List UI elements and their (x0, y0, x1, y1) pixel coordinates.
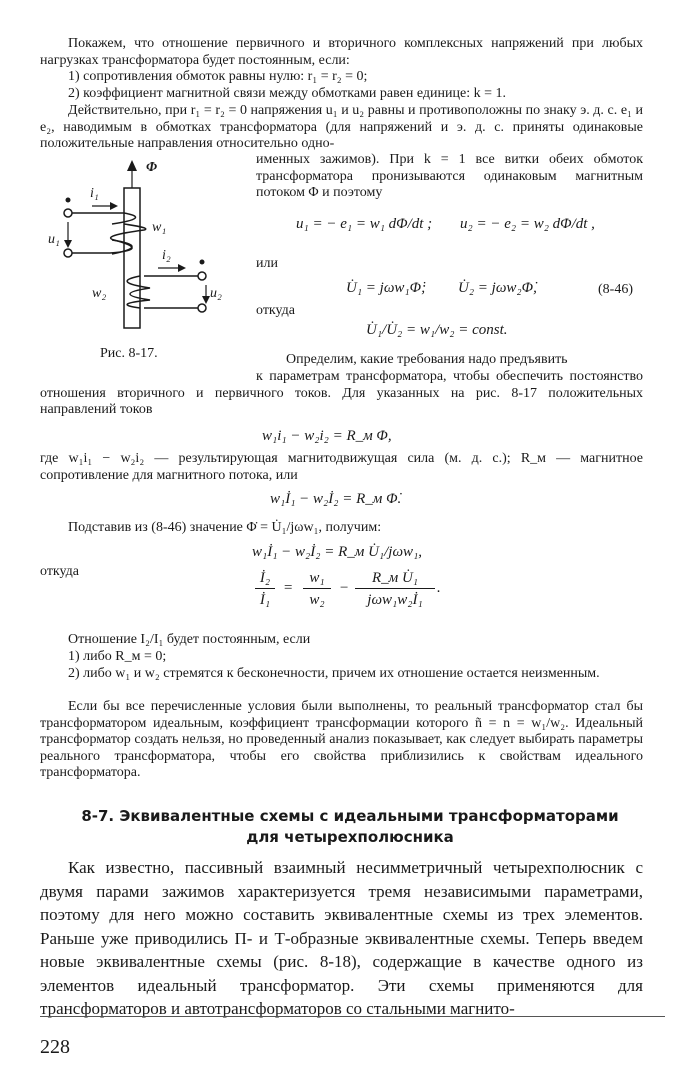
terminal-2-bottom (198, 304, 206, 312)
equation-u2: u₂ = − e₂ = w₂ dΦ/dt , (460, 216, 595, 232)
i2-label: i₂ (162, 248, 171, 263)
ratio-b-numerator: R_м U̇₁ (371, 570, 419, 586)
section-heading (40, 806, 660, 848)
equation-u1: u₁ = − e₁ = w₁ dΦ/dt ; (296, 216, 433, 232)
requirements-paragraph: к параметрам трансформатора, чтобы обеспечить постоянство отношения вторичного и первичного токов. Для указанных на рис. 8-17 положительных направлений токов (40, 369, 643, 417)
figure-caption: Рис. 8-17. (100, 346, 158, 361)
explanation-paragraph-cont: именных зажимов). При k = 1 все витки обеих обмоток трансформатора пронизываются одинаковым магнитным потоком Φ и поэтому (256, 152, 643, 200)
phi-label: Φ (146, 160, 158, 175)
i2-arrow-icon (178, 264, 186, 272)
section-heading-line-2: для четырехполюсника (246, 828, 454, 846)
polarity-dot-2 (200, 260, 205, 265)
secondary-winding (127, 276, 200, 308)
equation-mmf-complex: w₁İ₁ − w₂İ₂ = R_м Φ̇. (270, 491, 402, 507)
u1-arrow-icon (64, 240, 72, 248)
i1-label: i₁ (90, 186, 99, 201)
ratio-condition-text: Отношение I₂/I₁ будет постоянным, если (68, 632, 311, 647)
ratio-lhs-numerator: İ₂ (259, 570, 271, 586)
equation-U1: U̇₁ = jωw₁Φ̇; (346, 280, 427, 296)
equation-const: U̇₁/U̇₂ = w₁/w₂ = const. (366, 322, 508, 338)
section-heading-line-1: 8-7. Эквивалентные схемы с идеальными трансформаторами (81, 807, 619, 825)
substitution-text: Подставив из (8-46) значение Φ̇ = U̇₁/jωw₁, получим: (68, 520, 382, 535)
terminal-1-top (64, 209, 72, 217)
condition-1: 1) сопротивления обмоток равны нулю: r₁ = r₂ = 0; (68, 69, 368, 84)
requirements-paragraph-first: Определим, какие требования надо предъявить (286, 352, 568, 367)
word-otkuda-2: откуда (40, 564, 79, 579)
flux-arrow-icon (127, 160, 137, 171)
transformer-figure (40, 158, 240, 348)
equation-mmf: w₁i₁ − w₂i₂ = R_м Φ, (262, 428, 392, 444)
ratio-a-denominator: w₂ (309, 592, 325, 608)
equation-substituted: w₁İ₁ − w₂İ₂ = R_м U̇₁/jωw₁, (252, 544, 423, 560)
ratio-b-denominator: jωw₁w₂İ₁ (367, 592, 423, 608)
section-body-paragraph: Как известно, пассивный взаимный несимметричный четырехполюсник с двумя парами зажимов характеризуется тремя независимыми параметрами, поэтому для него можно составить эквивалентные схемы из трех элементов. Раньше уже приводились П- и Т-образные эквивалентные схемы. Теперь введем новые эквивалентные схемы (рис. 8-18), содержащие в качестве одного из элементов идеальный трансформатор. Эти схемы применяются для трансформаторов и автотрансформаторов со стальными магнито- (40, 858, 643, 1018)
terminal-1-bottom (64, 249, 72, 257)
ratio-a-numerator: w₁ (309, 570, 325, 586)
word-ili: или (256, 256, 278, 271)
terminal-2-top (198, 272, 206, 280)
u2-arrow-icon (202, 296, 210, 304)
condition-2: 2) коэффициент магнитной связи между обмотками равен единице: k = 1. (68, 86, 506, 101)
equation-U2: U̇₂ = jωw₂Φ̇, (458, 280, 537, 296)
i1-arrow-icon (110, 202, 118, 210)
mmf-explanation: где w₁i₁ − w₂i₂ — результирующая магнитодвижущая сила (м. д. с.); R_м — магнитное сопротивление для магнитного потока, или (40, 451, 643, 483)
ideal-transformer-paragraph: Если бы все перечисленные условия были выполнены, то реальный трансформатор стал бы трансформатором идеальным, коэффициент трансформации которого ñ = n = w₁/w₂. Идеальный трансформатор создать нельзя, но проведенный анализ показывает, как следует выбирать параметры реального трансформатора, чтобы его свойства приблизились к свойствам идеального трансформатора. (40, 699, 643, 780)
u2-label: u₂ (210, 286, 222, 301)
intro-paragraph: Покажем, что отношение первичного и вторичного комплексных напряжений при любых нагрузках трансформатора будет постоянным, если: (40, 36, 643, 68)
page-rule (40, 1016, 665, 1017)
word-otkuda: откуда (256, 303, 295, 318)
page-number: 228 (40, 1036, 70, 1058)
polarity-dot-1 (66, 198, 71, 203)
w2-label: w₂ (92, 286, 107, 301)
w1-label: w₁ (152, 220, 167, 235)
ratio-lhs-denominator: İ₁ (259, 592, 271, 608)
u1-label: u₁ (48, 232, 60, 247)
explanation-paragraph: Действительно, при r₁ = r₂ = 0 напряжения u₁ и u₂ равны и противоположны по знаку э. д. с. e₁ и e₂, наводимым в обмотках трансформатора (для напряжений и э. д. с. приняты одинаковые положительные направления относительно одно- (40, 103, 643, 151)
condition-3: 1) либо R_м = 0; (68, 649, 167, 664)
equation-number: (8-46) (598, 282, 633, 297)
condition-4: 2) либо w₁ и w₂ стремятся к бесконечности, причем их отношение остается неизменным. (68, 666, 600, 681)
